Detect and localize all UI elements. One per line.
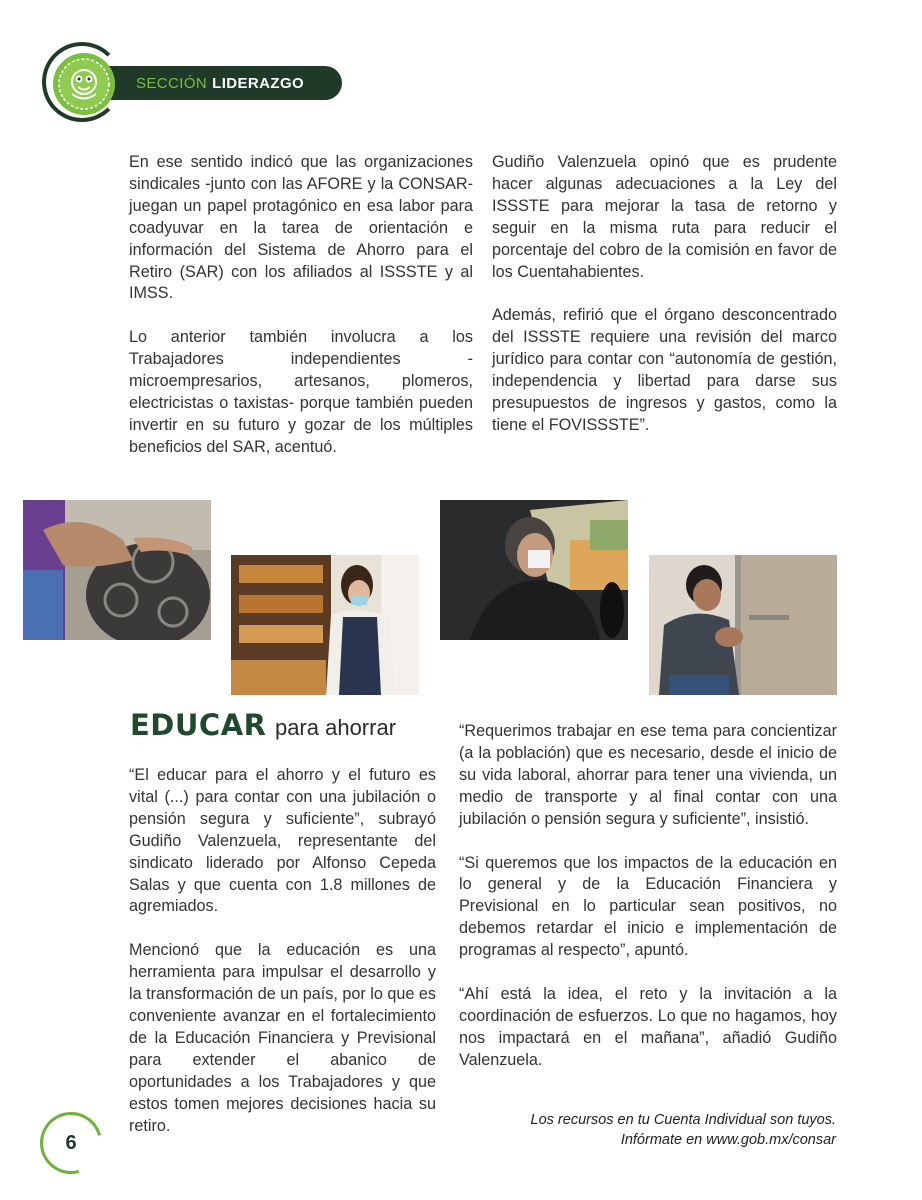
section-heading: [130, 708, 396, 742]
paragraph: Lo anterior también involucra a los Trabajadores independientes -microempresarios, artesanos, plomeros, electricistas o taxistas- porque también pueden invertir en su futuro y gozar de los múltiples beneficios del SAR, acentuó.: [129, 328, 473, 456]
paragraph: Además, refirió que el órgano desconcentrado del ISSSTE requiere una revisión del marco jurídico para contar con “autonomía de gestión, independencia y libertad para darse sus presupuestos de ingresos y gastos, como la tiene el FOVISSSTE”.: [492, 306, 837, 434]
section-banner: [100, 66, 342, 100]
paragraph: “Ahí está la idea, el reto y la invitación a la coordinación de esfuerzos. Lo que no hagamos, hoy nos impactará en el mañana”, añadió Gudiño Valenzuela.: [459, 985, 837, 1069]
bakery-worker-photo: [231, 555, 419, 695]
page-number: 6: [65, 1131, 77, 1154]
top-left-column: [129, 152, 473, 459]
tagline-line-1: Los recursos en tu Cuenta Individual son tuyos.: [530, 1112, 836, 1128]
paragraph: “El educar para el ahorro y el futuro es vital (...) para contar con una jubilación o pensión segura y suficiente”, subrayó Gudiño Valenzuela, representante del sindicato liderado por Alfonso Cepeda Salas y que cuenta con 1.8 millones de agremiados.: [129, 766, 436, 916]
heading-rest: para ahorrar: [274, 715, 397, 740]
artisan-pottery-photo: [23, 500, 211, 640]
top-right-column: [492, 152, 837, 437]
section-name: LIDERAZGO: [212, 74, 305, 92]
paragraph: En ese sentido indicó que las organizaciones sindicales -junto con las AFORE y la CONSAR- juegan un papel protagónico en esa labor para coadyuvar en la tarea de orientación e información del Sistema de Ahorro para el Retiro (SAR) con los afiliados al ISSSTE y al IMSS.: [129, 153, 473, 303]
heading-bold: EDUCAR: [130, 708, 267, 742]
driver-in-car-photo: [440, 500, 628, 640]
bottom-right-column: [459, 721, 837, 1072]
paragraph: “Si queremos que los impactos de la educación en lo general y de la Educación Financiera y Previsional en lo particular sean positivos, no debemos retardar el inicio e implementación de programas al respecto”, apuntó.: [459, 853, 837, 960]
mascot-logo-icon: [53, 53, 115, 115]
section-word: SECCIÓN: [136, 74, 208, 92]
plumber-working-photo: [649, 555, 837, 695]
tagline: [531, 1110, 836, 1150]
paragraph: Gudiño Valenzuela opinó que es prudente hacer algunas adecuaciones a la Ley del ISSSTE para mejorar la tasa de retorno y seguir en la misma ruta para reducir el porcentaje del cobro de la comisión en favor de los Cuentahabientes.: [492, 153, 837, 281]
paragraph: Mencionó que la educación es una herramienta para impulsar el desarrollo y la transformación de un país, por lo que es conveniente avanzar en el fortalecimiento de la Educación Financiera y Previsional para extender el abanico de oportunidades a los Trabajadores y que estos tomen mejores decisiones hacia su retiro.: [129, 941, 436, 1135]
bottom-left-column: [129, 765, 436, 1138]
paragraph: “Requerimos trabajar en ese tema para concientizar (a la población) que es necesario, desde el inicio de su vida laboral, ahorrar para tener una vivienda, un medio de transporte y al final contar con una jubilación o pensión segura y suficiente”, insistió.: [459, 722, 837, 828]
tagline-line-2: Infórmate en www.gob.mx/consar: [620, 1132, 836, 1148]
